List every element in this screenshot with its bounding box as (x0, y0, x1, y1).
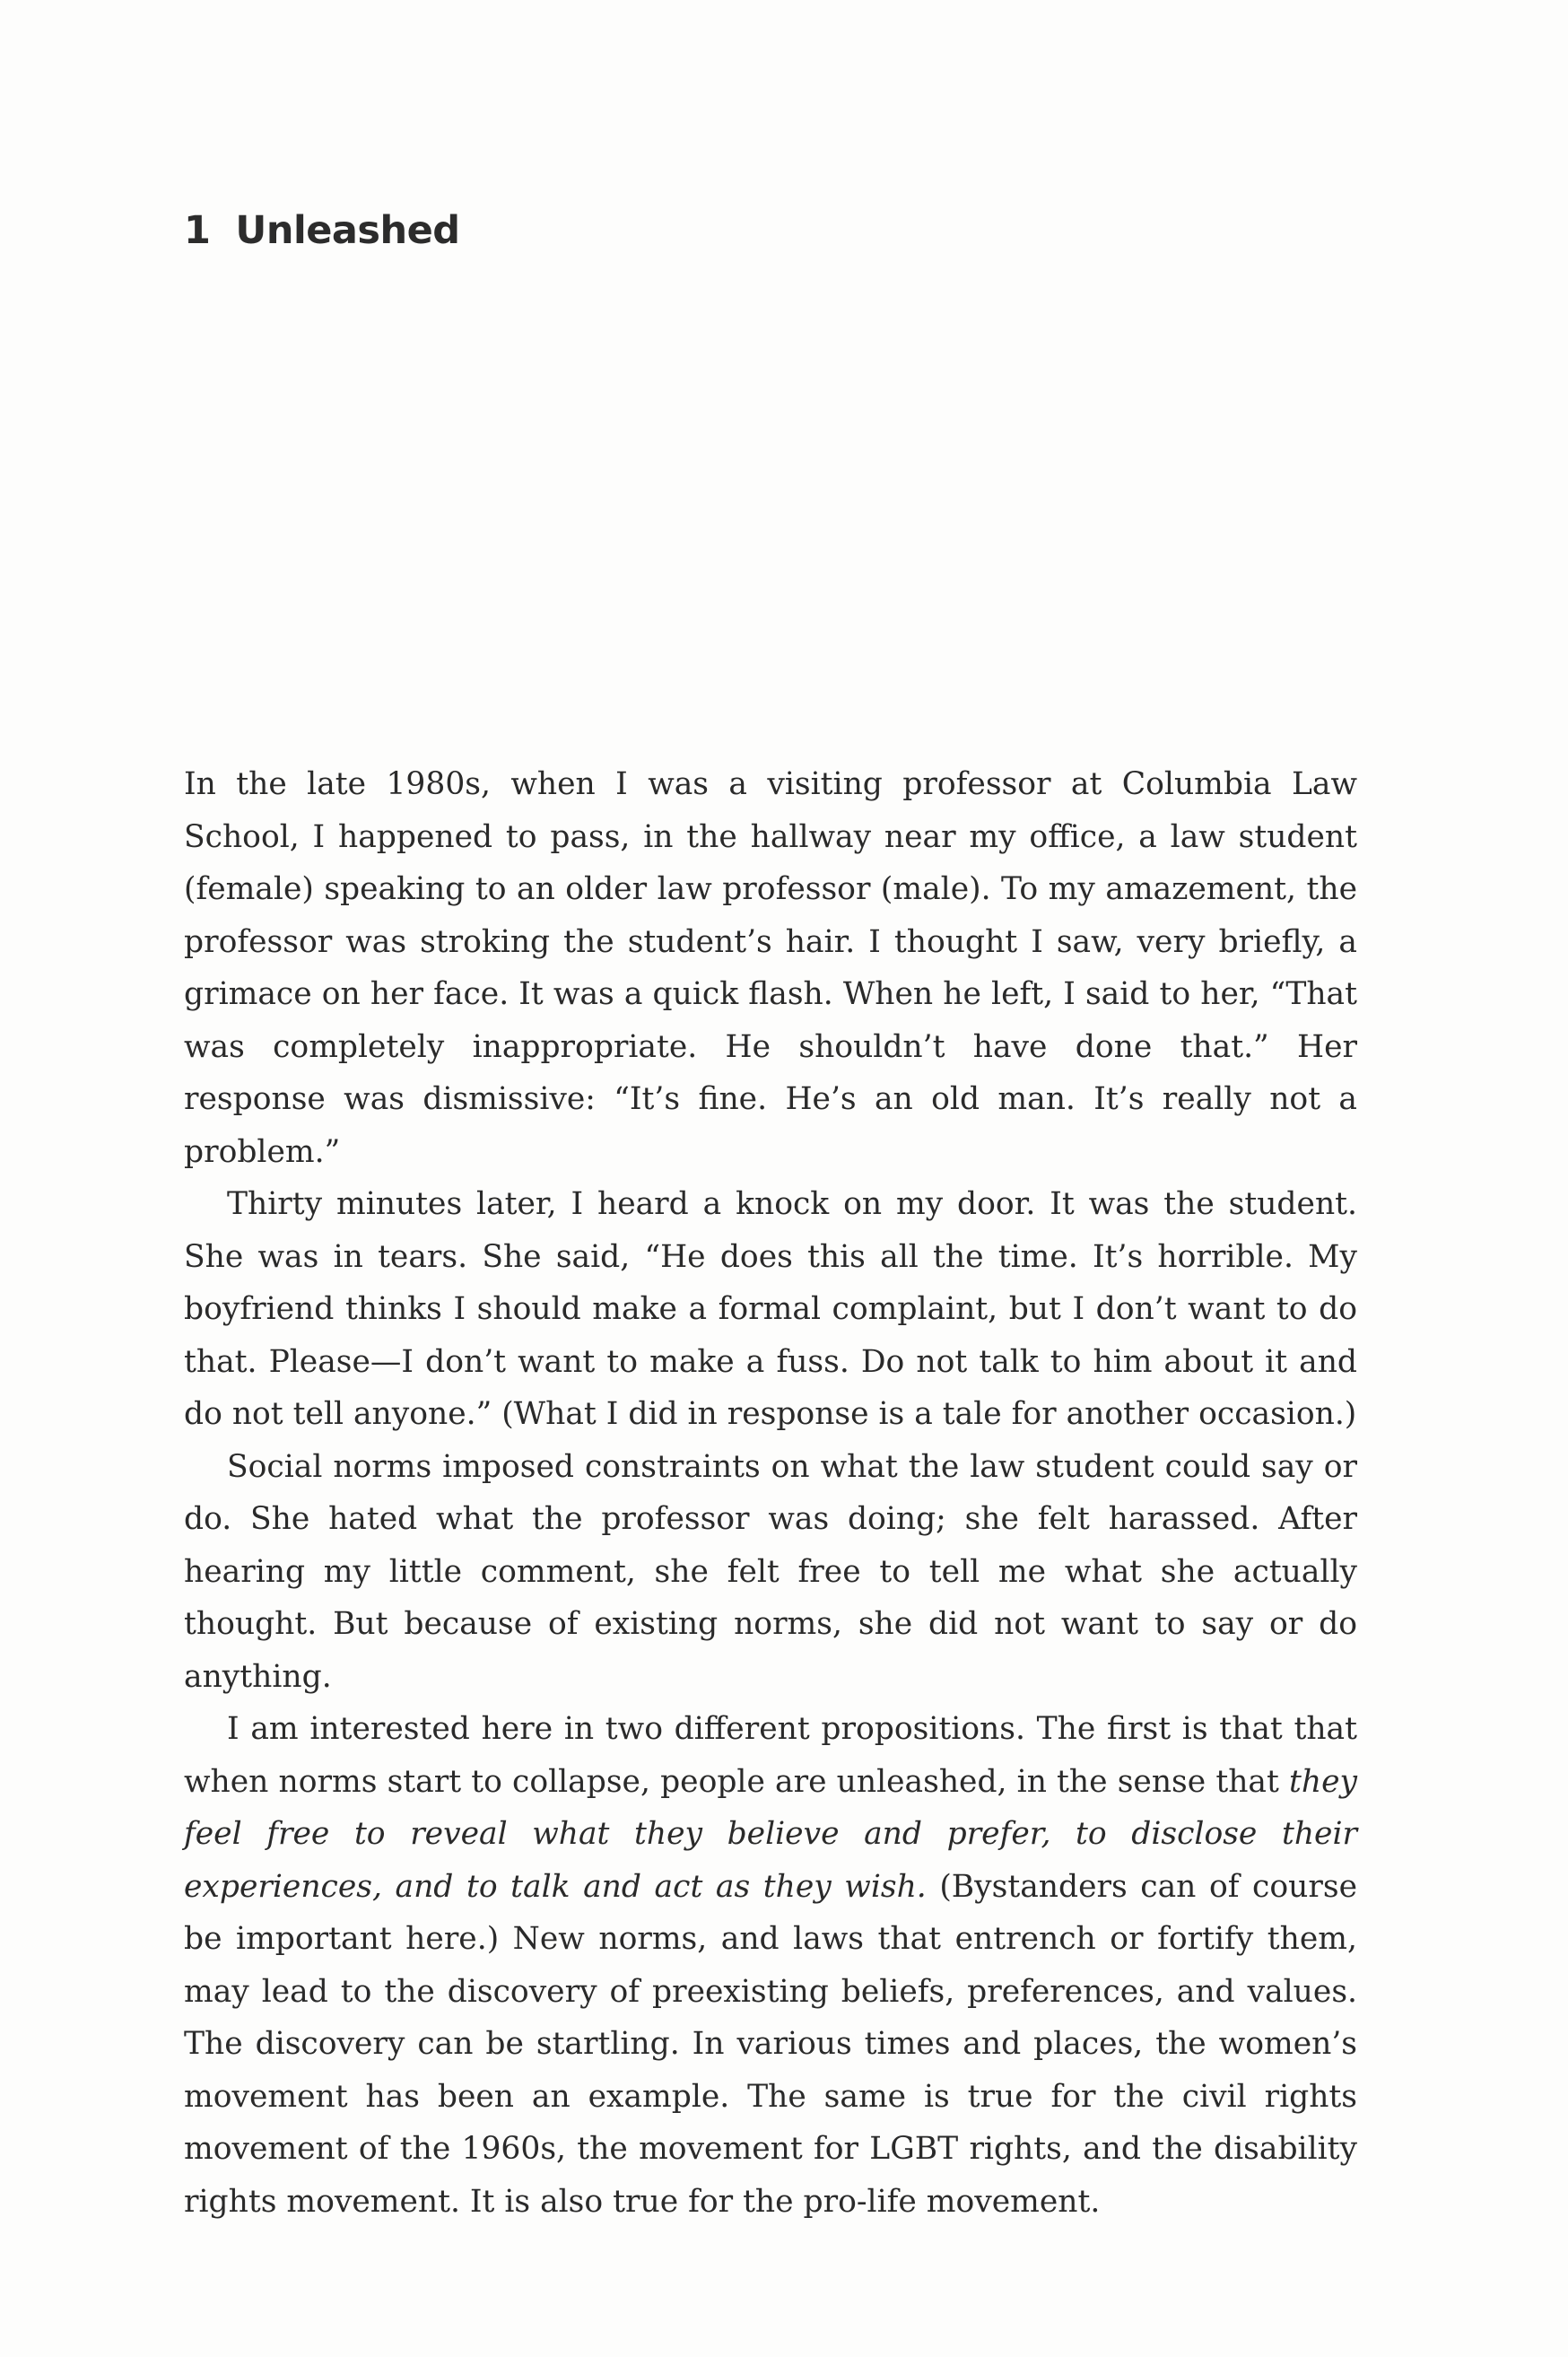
paragraph-1: In the late 1980s, when I was a visiting professor at Columbia Law School, I happened to pass, in the hallway near my office, a law student (female) speaking to an older law professor (male). To my amazement, the professor was stroking the student’s hair. I thought I saw, very briefly, a grimace on her face. It was a quick flash. When he left, I said to her, “That was completely inappropriate. He shouldn’t have done that.” Her response was dismissive: “It’s fine. He’s an old man. It’s really not a problem.” (184, 766, 1357, 1170)
paragraph-4-lead: I am interested here in two different propositions. The first is that that when norms start to collapse, people are unleashed, in the sense that (184, 1711, 1357, 1800)
chapter-body (184, 758, 1357, 2228)
chapter-number: 1 (184, 208, 211, 253)
chapter-heading (184, 208, 460, 253)
paragraph-2: Thirty minutes later, I heard a knock on my door. It was the student. She was in tears. She said, “He does this all the time. It’s horrible. My boyfriend thinks I should make a formal complaint, but I don’t want to do that. Please—I don’t want to make a fuss. Do not talk to him about it and do not tell anyone.” (What I did in response is a tale for another occasion.) (184, 1186, 1357, 1432)
paragraph-4 (184, 1703, 1357, 2228)
paragraph-3: Social norms imposed constraints on what the law student could say or do. She hated what the professor was doing; she felt harassed. After hearing my little comment, she felt free to tell me what she actually thought. But because of existing norms, she did not want to say or do anything. (184, 1448, 1357, 1695)
paragraph-4-italic: they feel free to reveal what they believe and prefer, to disclose their experiences, and to talk and act as they wish. (184, 1763, 1357, 1905)
chapter-title: Unleashed (235, 208, 460, 253)
paragraph-4-rest: (Bystanders can of course be important here.) New norms, and laws that entrench or fortify them, may lead to the discovery of preexisting beliefs, preferences, and values. The discovery can be startling. In various times and places, the women’s movement has been an example. The same is true for the civil rights movement of the 1960s, the movement for LGBT rights, and the disability rights movement. It is also true for the pro-life movement. (184, 1868, 1357, 2220)
